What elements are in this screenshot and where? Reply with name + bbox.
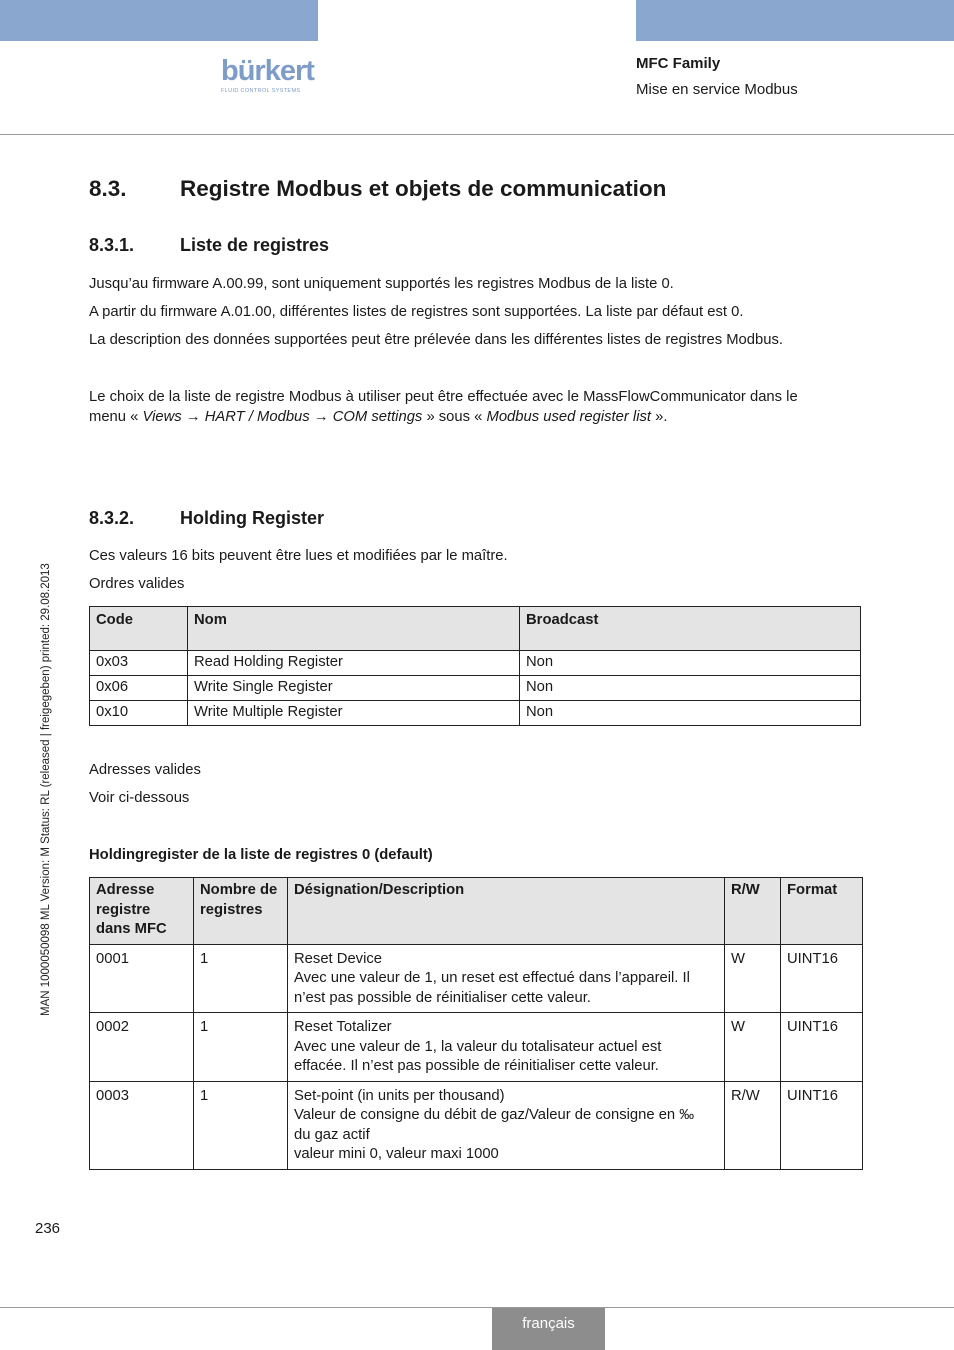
table-cell: Write Single Register [188,676,520,701]
column-header: Code [90,607,188,651]
register-format: UINT16 [781,1081,863,1169]
menu-middle: » sous « [422,408,487,425]
description-line: Set-point (in units per thousand) [294,1087,505,1104]
table-cell: Non [520,651,861,676]
subsection-heading-2 [89,508,324,529]
table-row [90,944,863,1013]
header-subtitle: Mise en service Modbus [636,81,798,98]
register-description [288,944,725,1013]
description-line: du gaz actif [294,1126,370,1143]
table-cell: Read Holding Register [188,651,520,676]
section-number: 8.3. [89,176,127,201]
subsection-heading-1 [89,235,329,256]
subsection-number-1: 8.3.1. [89,235,135,255]
register-address: 0003 [90,1081,194,1169]
burkert-logo [221,56,321,98]
menu-paragraph [89,388,798,427]
header-bar-left [0,0,318,41]
description-line: Valeur de consigne du débit de gaz/Valeur de consigne en ‰ [294,1107,695,1123]
table-cell: Non [520,701,861,726]
paragraph: La description des données supportées peut être prélevée dans les différentes listes de registres Modbus. [89,332,783,348]
paragraph: A partir du firmware A.01.00, différentes listes de registres sont supportées. La liste par défaut est 0. [89,304,744,320]
table-cell: 0x06 [90,676,188,701]
column-header: Adresse registre dans MFC [90,878,194,945]
table-cell: Write Multiple Register [188,701,520,726]
table-cell: Non [520,676,861,701]
register-address: 0001 [90,944,194,1013]
paragraph: Jusqu’au firmware A.00.99, sont uniquement supportés les registres Modbus de la liste 0. [89,276,674,292]
addresses-value: Voir ci-dessous [89,790,190,806]
table-row [90,651,861,676]
subsection-title-1: Liste de registres [180,235,330,255]
side-document-note: MAN 1000050098 ML Version: M Status: RL (released | freigegeben) printed: 29.08.2013 [40,563,52,1016]
description-line: Avec une valeur de 1, un reset est effectué dans l’appareil. Il [294,970,690,986]
column-header: Désignation/Description [288,878,725,945]
menu-suffix: ». [651,408,668,425]
column-header: Format [781,878,863,945]
register-address: 0002 [90,1013,194,1082]
register-rw: W [725,944,781,1013]
description-line: effacée. Il n’est pas possible de réinitialiser cette valeur. [294,1058,659,1074]
register-description [288,1013,725,1082]
table-row [90,1081,863,1169]
column-header: Broadcast [520,607,861,651]
register-count: 1 [194,1013,288,1082]
menu-line-1: Le choix de la liste de registre Modbus à utiliser peut être effectuée avec le MassFlowCommunicator dans le [89,389,798,405]
section-title: Registre Modbus et objets de communication [180,176,667,201]
register-rw: W [725,1013,781,1082]
register-table [89,877,863,1170]
holding-intro: Ces valeurs 16 bits peuvent être lues et modifiées par le maître. [89,548,508,564]
description-line: Reset Device [294,950,382,967]
table-row [90,701,861,726]
subsection-title-2: Holding Register [180,508,325,528]
logo-tagline: FLUID CONTROL SYSTEMS [221,88,301,94]
register-count: 1 [194,944,288,1013]
header-family: MFC Family [636,55,721,72]
menu-item: Modbus used register list [486,408,651,425]
section-heading [89,176,666,202]
description-line: Reset Totalizer [294,1019,392,1035]
footer-divider [0,1307,954,1308]
table-cell: 0x10 [90,701,188,726]
table-header-row [90,607,861,651]
header-divider [0,134,954,135]
menu-prefix: menu « [89,408,143,425]
menu-path: Views → HART / Modbus → COM settings [142,408,423,425]
register-format: UINT16 [781,944,863,1013]
register-count: 1 [194,1081,288,1169]
subsection-number-2: 8.3.2. [89,508,135,528]
table-header-row [90,878,863,945]
column-header: Nom [188,607,520,651]
description-line: Avec une valeur de 1, la valeur du totalisateur actuel est [294,1038,662,1055]
table-row [90,676,861,701]
orders-label: Ordres valides [89,576,185,592]
page-number: 236 [35,1220,61,1237]
addresses-label: Adresses valides [89,762,201,778]
register-table-caption: Holdingregister de la liste de registres 0 (default) [89,847,433,863]
register-rw: R/W [725,1081,781,1169]
description-line: valeur mini 0, valeur maxi 1000 [294,1146,499,1162]
register-format: UINT16 [781,1013,863,1082]
orders-table [89,606,861,726]
column-header: Nombre de registres [194,878,288,945]
table-cell: 0x03 [90,651,188,676]
table-row [90,1013,863,1082]
header-bar-right [636,0,954,41]
logo-wordmark: bürkert [221,55,314,87]
register-description [288,1081,725,1169]
language-tab: français [492,1308,605,1350]
description-line: n’est pas possible de réinitialiser cette valeur. [294,989,591,1006]
column-header: R/W [725,878,781,945]
